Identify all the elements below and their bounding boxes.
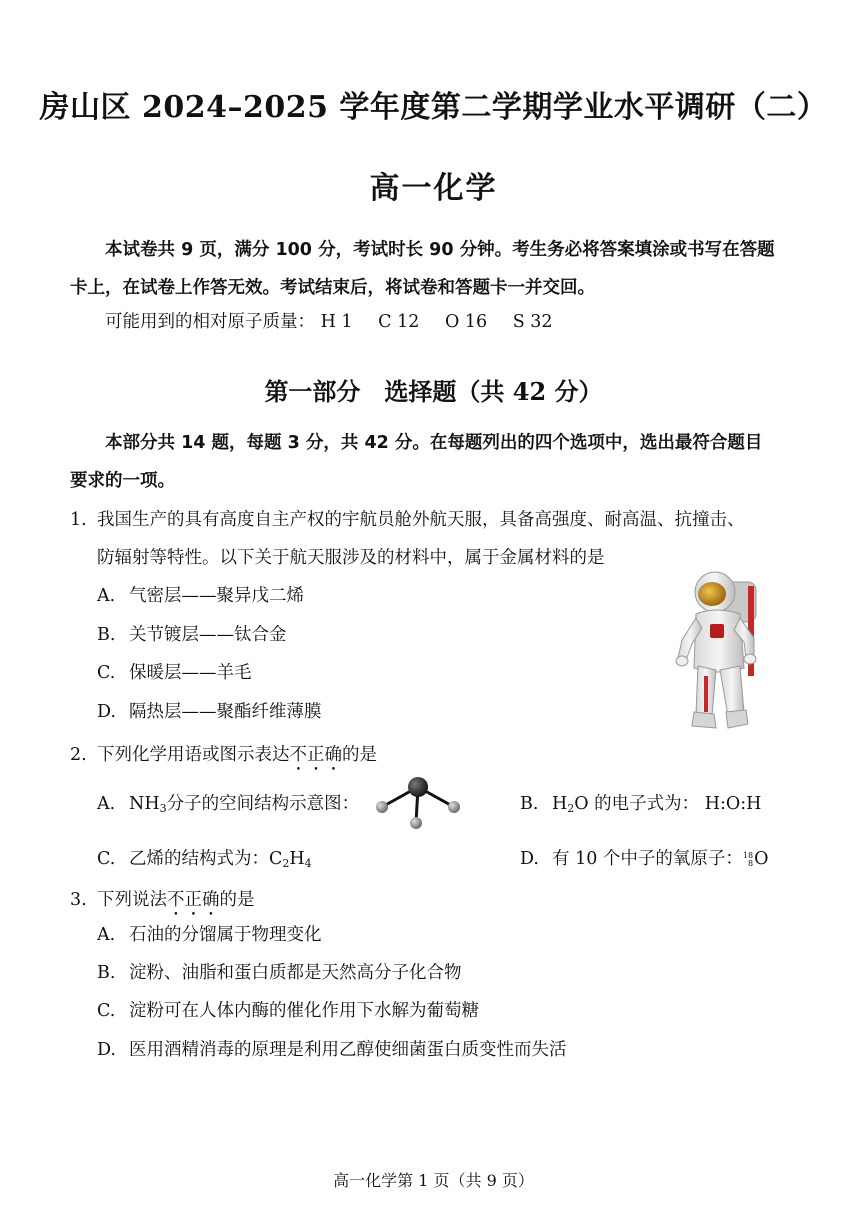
option-text: 乙烯的结构式为：C [129,849,283,869]
section-intro-line2: 要求的一项。 [70,471,175,491]
option-text: 隔热层——聚酯纤维薄膜 [129,702,322,722]
option-letter: C. [97,849,116,869]
subscript: 2 [567,802,575,815]
option-text: H [552,794,568,814]
subscript: 2 [282,857,290,870]
question-3 [70,881,255,920]
atomic-number: 8 [748,858,754,868]
instructions-line2: 卡上，在试卷上作答无效。考试结束后，将试卷和答题卡一并交回。 [70,278,595,298]
question-2-stem-b: 的是 [342,745,377,765]
option-text: 分子的空间结构示意图： [166,794,360,814]
section-intro-line1: 本部分共 14 题，每题 3 分，共 42 分。在每题列出的四个选项中，选出最符合题目 [105,433,763,453]
q3-option-d [97,1036,567,1061]
water-lewis-structure: H:O:H [704,794,762,814]
option-letter: C. [97,663,116,683]
option-letter: C. [97,1001,116,1021]
option-letter: A. [97,794,116,814]
atomic-masses [105,308,573,333]
option-text: 有 10 个中子的氧原子： [552,849,743,869]
astronaut-image [668,566,768,742]
isotope-notation [743,852,753,868]
option-letter: B. [520,794,539,814]
question-2-stem-a: 下列化学用语或图示表达 [97,745,290,765]
page-footer: 高一化学第 1 页（共 9 页） [333,1171,534,1190]
question-1-number: 1. [70,510,87,530]
q2-option-c [97,845,312,870]
option-text: 淀粉、油脂和蛋白质都是天然高分子化合物 [129,963,462,983]
section-title: 第一部分 选择题（共 42 分） [264,377,603,406]
option-text: H [289,849,305,869]
mass-o: O 16 [444,312,488,332]
section-intro [70,424,815,500]
q3-option-b [97,959,462,984]
option-text: 关节镀层——钛合金 [129,625,287,645]
mass-h: H 1 [320,312,353,332]
instructions-line1: 本试卷共 9 页，满分 100 分，考试时长 90 分钟。考生务必将答案填涂或书写在答题 [105,240,775,260]
mass-c: C 12 [378,312,420,332]
question-2-emphasis: 不正确 [289,745,342,765]
mass-number: 18 [742,850,754,860]
option-letter: D. [97,1040,116,1060]
question-3-number: 3. [70,890,87,910]
question-2 [70,736,377,775]
option-letter: A. [97,586,116,606]
option-letter: B. [97,963,116,983]
option-text: NH [129,794,160,814]
q1-option-c [97,659,252,684]
option-letter: D. [97,702,116,722]
option-letter: A. [97,925,116,945]
option-letter: B. [97,625,116,645]
question-1-stem-line1: 我国生产的具有高度自主产权的宇航员舱外航天服，具备高强度、耐高温、抗撞击、 [97,510,745,530]
option-text: 气密层——聚异戊二烯 [129,586,304,606]
question-3-stem-b: 的是 [219,890,255,910]
option-text: 保暖层——羊毛 [129,663,252,683]
instructions [70,231,815,307]
question-1-stem-line2: 防辐射等特性。以下关于航天服涉及的材料中，属于金属材料的是 [97,548,605,568]
q2-option-a [97,790,359,815]
question-2-number: 2. [70,745,87,765]
element-symbol: O [754,849,769,869]
q3-option-a [97,921,322,946]
option-text: O 的电子式为： [574,794,700,814]
q1-option-a [97,582,304,607]
option-text: 医用酒精消毒的原理是利用乙醇使细菌蛋白质变性而失活 [129,1040,567,1060]
option-letter: D. [520,849,539,869]
question-3-emphasis: 不正确 [167,890,220,910]
option-text: 淀粉可在人体内酶的催化作用下水解为葡萄糖 [129,1001,479,1021]
subscript: 3 [159,802,167,815]
q1-option-b [97,621,287,646]
nh3-molecule-model [370,773,466,833]
q3-option-c [97,997,479,1022]
q2-option-d [520,845,768,870]
q1-option-d [97,698,322,723]
exam-title: 房山区 2024–2025 学年度第二学期学业水平调研（二） [39,90,828,125]
mass-s: S 32 [512,312,553,332]
subject-title: 高一化学 [369,171,498,206]
q2-option-b [520,790,761,815]
option-text: 石油的分馏属于物理变化 [129,925,322,945]
subscript: 4 [304,857,312,870]
atomic-masses-label: 可能用到的相对原子质量： [105,312,315,332]
question-3-stem-a: 下列说法 [97,890,167,910]
